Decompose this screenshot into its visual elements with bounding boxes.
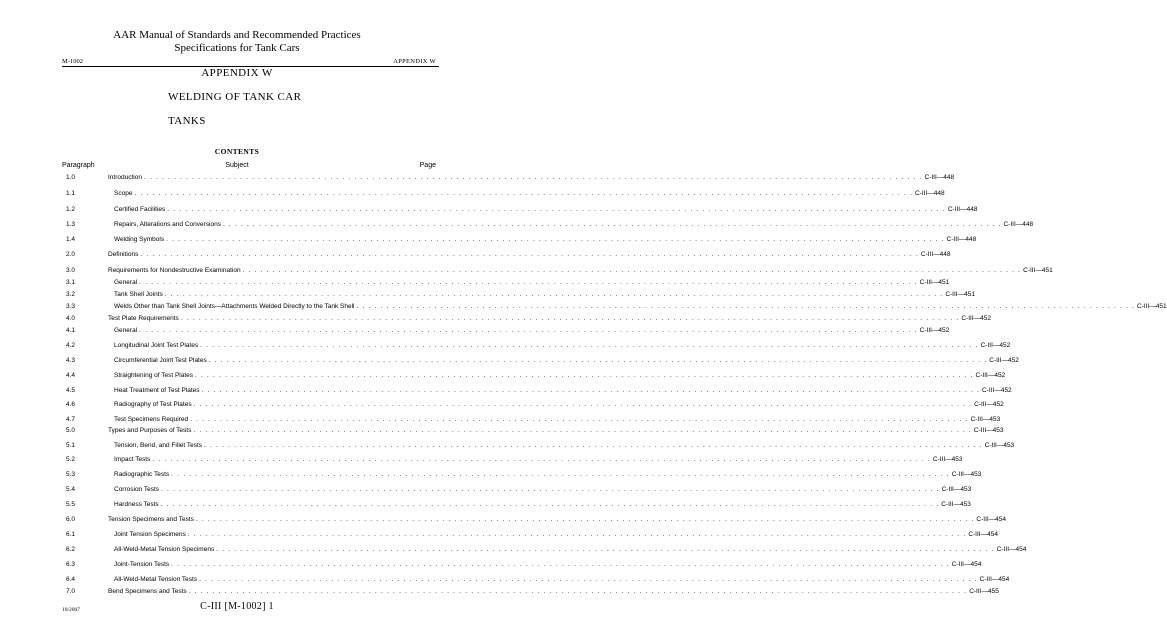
toc-entry-number: 3.3 — [66, 303, 76, 310]
toc-entry-title: Radiography of Test Plates — [114, 401, 192, 408]
toc-entry[interactable] — [0, 440, 1015, 452]
toc-dot-leader: . . . . . . . . . . . . . . . . . . . . . . . . . . . . . . . . . . . . . . . . . . . . . . . . . . . . . . . . . . . . . . . . . . . . . . . . . . . . . . . . . . . . . . . . . . . . . . . . . . . . . . . . . . . . . . . . . . . . . . . . . . . . . . . . . . — [160, 501, 940, 508]
toc-entry-page: C-III—451 — [1023, 267, 1053, 274]
toc-entry-title: Certified Facilities — [114, 206, 166, 213]
toc-entry-title: Test Plate Requirements — [108, 315, 179, 322]
toc-entry-number: 4.4 — [66, 372, 76, 379]
toc-dot-leader: . . . . . . . . . . . . . . . . . . . . . . . . . . . . . . . . . . . . . . . . . . . . . . . . . . . . . . . . . . . . . . . . . . . . . . . . . . . . . . . . . . . . . . . . . . . . . . . . . . . . . . . . . . . . . . . . . . . . . . . . . . . . . . . . . . — [193, 427, 972, 434]
toc-entry-title: Welds Other than Tank Shell Joints—Attachments Welded Directly to the Tank Shell — [114, 303, 355, 310]
toc-entry-title: Tension Specimens and Tests — [108, 516, 194, 523]
toc-entry-number: 3.1 — [66, 279, 76, 286]
toc-entry-title: Corrosion Tests — [114, 486, 160, 493]
toc-entry[interactable] — [0, 301, 1167, 313]
toc-entry-page: C-III—454 — [968, 531, 998, 538]
toc-entry-page: C-III—453 — [941, 501, 971, 508]
toc-entry-page: C-III—453 — [932, 456, 963, 463]
toc-entry-number: 2.0 — [66, 251, 76, 258]
toc-entry-page: C-III—451 — [919, 279, 950, 286]
toc-entry-number: 4.1 — [66, 327, 76, 334]
header-appendix-label: APPENDIX W — [393, 58, 436, 65]
contents-heading: CONTENTS — [214, 147, 260, 156]
toc-entry[interactable] — [0, 172, 955, 184]
toc-entry-number: 6.3 — [66, 561, 76, 568]
toc-entry-title: Bend Specimens and Tests — [108, 588, 187, 595]
toc-entry-title: All-Weld-Metal Tension Tests — [114, 576, 198, 583]
toc-entry-page: C-III—452 — [974, 401, 1004, 408]
toc-dot-leader: . . . . . . . . . . . . . . . . . . . . . . . . . . . . . . . . . . . . . . . . . . . . . . . . . . . . . . . . . . . . . . . . . . . . . . . . . . . . . . . . . . . . . . . . . . . . . . . . . . . . . . . . . . . . . . . . . . . . . . . . . . . . . . . . . . — [188, 588, 968, 595]
toc-entry[interactable] — [0, 204, 978, 216]
toc-entry[interactable] — [0, 370, 1006, 382]
toc-entry-number: 4.3 — [66, 357, 76, 364]
toc-dot-leader: . . . . . . . . . . . . . . . . . . . . . . . . . . . . . . . . . . . . . . . . . . . . . . . . . . . . . . . . . . . . . . . . . . . . . . . . . . . . . . . . . . . . . . . . . . . . . . . . . . . . . . . . . . . . . . . . . . . . . . . . . . . . . . . . . . — [242, 267, 1022, 274]
toc-entry-title: Longitudinal Joint Test Plates — [114, 342, 199, 349]
toc-entry[interactable] — [0, 469, 982, 481]
toc-entry[interactable] — [0, 385, 1012, 397]
toc-entry-page: C-III—452 — [961, 315, 991, 322]
toc-entry[interactable] — [0, 355, 1019, 367]
toc-dot-leader: . . . . . . . . . . . . . . . . . . . . . . . . . . . . . . . . . . . . . . . . . . . . . . . . . . . . . . . . . . . . . . . . . . . . . . . . . . . . . . . . . . . . . . . . . . . . . . . . . . . . . . . . . . . . . . . . . . . . . . . . . . . . . . . . . . — [190, 416, 969, 423]
toc-dot-leader: . . . . . . . . . . . . . . . . . . . . . . . . . . . . . . . . . . . . . . . . . . . . . . . . . . . . . . . . . . . . . . . . . . . . . . . . . . . . . . . . . . . . . . . . . . . . . . . . . . . . . . . . . . . . . . . . . . . . . . . . . . . . . . . . . . — [161, 486, 940, 493]
toc-dot-leader: . . . . . . . . . . . . . . . . . . . . . . . . . . . . . . . . . . . . . . . . . . . . . . . . . . . . . . . . . . . . . . . . . . . . . . . . . . . . . . . . . . . . . . . . . . . . . . . . . . . . . . . . . . . . . . . . . . . . . . . . . . . . . . . . . . — [216, 546, 995, 553]
toc-entry-title: Hardness Tests — [114, 501, 159, 508]
toc-entry[interactable] — [0, 313, 991, 325]
toc-entry[interactable] — [0, 289, 975, 301]
toc-dot-leader: . . . . . . . . . . . . . . . . . . . . . . . . . . . . . . . . . . . . . . . . . . . . . . . . . . . . . . . . . . . . . . . . . . . . . . . . . . . . . . . . . . . . . . . . . . . . . . . . . . . . . . . . . . . . . . . . . . . . . . . . . . . . . . . . . . — [143, 174, 923, 181]
toc-entry[interactable] — [0, 265, 1053, 277]
toc-dot-leader: . . . . . . . . . . . . . . . . . . . . . . . . . . . . . . . . . . . . . . . . . . . . . . . . . . . . . . . . . . . . . . . . . . . . . . . . . . . . . . . . . . . . . . . . . . . . . . . . . . . . . . . . . . . . . . . . . . . . . . . . . . . . . . . . . . — [222, 221, 1002, 228]
toc-dot-leader: . . . . . . . . . . . . . . . . . . . . . . . . . . . . . . . . . . . . . . . . . . . . . . . . . . . . . . . . . . . . . . . . . . . . . . . . . . . . . . . . . . . . . . . . . . . . . . . . . . . . . . . . . . . . . . . . . . . . . . . . . . . . . . . . . . — [139, 327, 918, 334]
toc-entry[interactable] — [0, 340, 1011, 352]
toc-entry-page: C-III—452 — [975, 372, 1006, 379]
section-title-line1: WELDING OF TANK CAR — [168, 91, 302, 103]
toc-dot-leader: . . . . . . . . . . . . . . . . . . . . . . . . . . . . . . . . . . . . . . . . . . . . . . . . . . . . . . . . . . . . . . . . . . . . . . . . . . . . . . . . . . . . . . . . . . . . . . . . . . . . . . . . . . . . . . . . . . . . . . . . . . . . . . . . . . — [208, 357, 988, 364]
toc-dot-leader: . . . . . . . . . . . . . . . . . . . . . . . . . . . . . . . . . . . . . . . . . . . . . . . . . . . . . . . . . . . . . . . . . . . . . . . . . . . . . . . . . . . . . . . . . . . . . . . . . . . . . . . . . . . . . . . . . . . . . . . . . . . . . . . . . . — [200, 342, 979, 349]
toc-entry-page: C-III—453 — [970, 416, 1001, 423]
toc-entry-page: C-III—448 — [924, 174, 955, 181]
toc-entry-number: 1.2 — [66, 206, 76, 213]
toc-entry-page: C-III—448 — [920, 251, 951, 258]
toc-entry-number: 1.3 — [66, 221, 76, 228]
header-code: M-1002 — [62, 58, 83, 65]
toc-entry-page: C-III—454 — [976, 516, 1007, 523]
toc-dot-leader: . . . . . . . . . . . . . . . . . . . . . . . . . . . . . . . . . . . . . . . . . . . . . . . . . . . . . . . . . . . . . . . . . . . . . . . . . . . . . . . . . . . . . . . . . . . . . . . . . . . . . . . . . . . . . . . . . . . . . . . . . . . . . . . . . . — [139, 279, 918, 286]
footer-page-label: C-III [M-1002] 1 — [200, 601, 274, 612]
toc-entry[interactable] — [0, 514, 1007, 526]
toc-dot-leader: . . . . . . . . . . . . . . . . . . . . . . . . . . . . . . . . . . . . . . . . . . . . . . . . . . . . . . . . . . . . . . . . . . . . . . . . . . . . . . . . . . . . . . . . . . . . . . . . . . . . . . . . . . . . . . . . . . . . . . . . . . . . . . . . . . — [193, 401, 973, 408]
toc-entry[interactable] — [0, 425, 1004, 437]
toc-entry-number: 5.5 — [66, 501, 76, 508]
toc-entry-number: 5.2 — [66, 456, 76, 463]
toc-entry-page: C-III—455 — [969, 588, 999, 595]
toc-entry-number: 1.1 — [66, 190, 76, 197]
toc-entry-title: Types and Purposes of Tests — [108, 427, 192, 434]
toc-entry-title: General — [114, 279, 138, 286]
toc-entry-title: Heat Treatment of Test Plates — [114, 387, 200, 394]
toc-entry-title: Definitions — [108, 251, 139, 258]
toc-entry-title: Welding Symbols — [114, 236, 165, 243]
toc-entry-title: Impact Tests — [114, 456, 151, 463]
toc-entry-page: C-III—451 — [1137, 303, 1167, 310]
section-title-line2: TANKS — [168, 115, 206, 127]
toc-dot-leader: . . . . . . . . . . . . . . . . . . . . . . . . . . . . . . . . . . . . . . . . . . . . . . . . . . . . . . . . . . . . . . . . . . . . . . . . . . . . . . . . . . . . . . . . . . . . . . . . . . . . . . . . . . . . . . . . . . . . . . . . . . . . . . . . . . — [201, 387, 981, 394]
toc-entry-number: 1.4 — [66, 236, 76, 243]
toc-entry-title: Introduction — [108, 174, 142, 181]
toc-entry[interactable] — [0, 454, 963, 466]
manual-title: AAR Manual of Standards and Recommended Practices — [113, 29, 361, 41]
toc-entry-page: C-III—452 — [919, 327, 950, 334]
toc-dot-leader: . . . . . . . . . . . . . . . . . . . . . . . . . . . . . . . . . . . . . . . . . . . . . . . . . . . . . . . . . . . . . . . . . . . . . . . . . . . . . . . . . . . . . . . . . . . . . . . . . . . . . . . . . . . . . . . . . . . . . . . . . . . . . . . . . . — [134, 190, 913, 197]
toc-dot-leader: . . . . . . . . . . . . . . . . . . . . . . . . . . . . . . . . . . . . . . . . . . . . . . . . . . . . . . . . . . . . . . . . . . . . . . . . . . . . . . . . . . . . . . . . . . . . . . . . . . . . . . . . . . . . . . . . . . . . . . . . . . . . . . . . . . — [164, 291, 944, 298]
toc-entry-title: All-Weld-Metal Tension Specimens — [114, 546, 215, 553]
appendix-title: APPENDIX W — [201, 67, 273, 79]
toc-dot-leader: . . . . . . . . . . . . . . . . . . . . . . . . . . . . . . . . . . . . . . . . . . . . . . . . . . . . . . . . . . . . . . . . . . . . . . . . . . . . . . . . . . . . . . . . . . . . . . . . . . . . . . . . . . . . . . . . . . . . . . . . . . . . . . . . . . — [204, 442, 983, 449]
toc-dot-leader: . . . . . . . . . . . . . . . . . . . . . . . . . . . . . . . . . . . . . . . . . . . . . . . . . . . . . . . . . . . . . . . . . . . . . . . . . . . . . . . . . . . . . . . . . . . . . . . . . . . . . . . . . . . . . . . . . . . . . . . . . . . . . . . . . . — [356, 303, 1136, 310]
toc-entry-page: C-III—448 — [914, 190, 945, 197]
toc-entry-number: 7.0 — [66, 588, 76, 595]
toc-dot-leader: . . . . . . . . . . . . . . . . . . . . . . . . . . . . . . . . . . . . . . . . . . . . . . . . . . . . . . . . . . . . . . . . . . . . . . . . . . . . . . . . . . . . . . . . . . . . . . . . . . . . . . . . . . . . . . . . . . . . . . . . . . . . . . . . . . — [199, 576, 978, 583]
toc-entry-number: 4.7 — [66, 416, 76, 423]
toc-dot-leader: . . . . . . . . . . . . . . . . . . . . . . . . . . . . . . . . . . . . . . . . . . . . . . . . . . . . . . . . . . . . . . . . . . . . . . . . . . . . . . . . . . . . . . . . . . . . . . . . . . . . . . . . . . . . . . . . . . . . . . . . . . . . . . . . . . — [171, 561, 950, 568]
toc-entry-page: C-III—451 — [945, 291, 975, 298]
toc-entry-number: 3.2 — [66, 291, 76, 298]
toc-entry-number: 6.0 — [66, 516, 76, 523]
toc-entry-page: C-III—454 — [951, 561, 982, 568]
toc-entry-title: Tension, Bend, and Fillet Tests — [114, 442, 203, 449]
column-header-paragraph: Paragraph — [62, 162, 95, 169]
toc-entry-number: 1.0 — [66, 174, 76, 181]
toc-dot-leader: . . . . . . . . . . . . . . . . . . . . . . . . . . . . . . . . . . . . . . . . . . . . . . . . . . . . . . . . . . . . . . . . . . . . . . . . . . . . . . . . . . . . . . . . . . . . . . . . . . . . . . . . . . . . . . . . . . . . . . . . . . . . . . . . . . — [171, 471, 950, 478]
toc-dot-leader: . . . . . . . . . . . . . . . . . . . . . . . . . . . . . . . . . . . . . . . . . . . . . . . . . . . . . . . . . . . . . . . . . . . . . . . . . . . . . . . . . . . . . . . . . . . . . . . . . . . . . . . . . . . . . . . . . . . . . . . . . . . . . . . . . . — [152, 456, 931, 463]
toc-entry-page: C-III—453 — [984, 442, 1015, 449]
toc-entry[interactable] — [0, 499, 971, 511]
toc-entry[interactable] — [0, 529, 998, 541]
toc-entry[interactable] — [0, 586, 999, 598]
toc-dot-leader: . . . . . . . . . . . . . . . . . . . . . . . . . . . . . . . . . . . . . . . . . . . . . . . . . . . . . . . . . . . . . . . . . . . . . . . . . . . . . . . . . . . . . . . . . . . . . . . . . . . . . . . . . . . . . . . . . . . . . . . . . . . . . . . . . . — [195, 516, 975, 523]
toc-entry-page: C-III—448 — [1003, 221, 1034, 228]
toc-entry-title: Straightening of Test Plates — [114, 372, 194, 379]
toc-entry[interactable] — [0, 219, 1034, 231]
toc-entry[interactable] — [0, 325, 950, 337]
toc-entry-page: C-III—448 — [946, 236, 977, 243]
toc-entry-page: C-III—452 — [982, 387, 1012, 394]
toc-entry[interactable] — [0, 574, 1010, 586]
column-header-subject: Subject — [225, 162, 249, 169]
toc-entry[interactable] — [0, 234, 977, 246]
toc-entry[interactable] — [0, 544, 1027, 556]
toc-dot-leader: . . . . . . . . . . . . . . . . . . . . . . . . . . . . . . . . . . . . . . . . . . . . . . . . . . . . . . . . . . . . . . . . . . . . . . . . . . . . . . . . . . . . . . . . . . . . . . . . . . . . . . . . . . . . . . . . . . . . . . . . . . . . . . . . . . — [140, 251, 919, 258]
toc-entry-number: 4.6 — [66, 401, 76, 408]
toc-entry-title: Requirements for Nondestructive Examination — [108, 267, 241, 274]
toc-entry-number: 4.0 — [66, 315, 76, 322]
toc-entry-title: Scope — [114, 190, 133, 197]
toc-entry-page: C-III—452 — [989, 357, 1019, 364]
toc-dot-leader: . . . . . . . . . . . . . . . . . . . . . . . . . . . . . . . . . . . . . . . . . . . . . . . . . . . . . . . . . . . . . . . . . . . . . . . . . . . . . . . . . . . . . . . . . . . . . . . . . . . . . . . . . . . . . . . . . . . . . . . . . . . . . . . . . . — [187, 531, 967, 538]
toc-entry-title: Joint Tension Specimens — [114, 531, 186, 538]
toc-entry[interactable] — [0, 188, 945, 200]
toc-entry-page: C-III—453 — [973, 427, 1004, 434]
toc-entry-number: 5.0 — [66, 427, 76, 434]
toc-entry[interactable] — [0, 399, 1004, 411]
toc-dot-leader: . . . . . . . . . . . . . . . . . . . . . . . . . . . . . . . . . . . . . . . . . . . . . . . . . . . . . . . . . . . . . . . . . . . . . . . . . . . . . . . . . . . . . . . . . . . . . . . . . . . . . . . . . . . . . . . . . . . . . . . . . . . . . . . . . . — [167, 206, 946, 213]
toc-entry-page: C-III—453 — [941, 486, 972, 493]
toc-entry-title: Tank Shell Joints — [114, 291, 163, 298]
toc-entry-number: 3.0 — [66, 267, 76, 274]
toc-entry-number: 5.4 — [66, 486, 76, 493]
toc-entry-title: Test Specimens Required — [114, 416, 189, 423]
toc-entry-page: C-III—453 — [951, 471, 982, 478]
toc-entry-number: 4.2 — [66, 342, 76, 349]
toc-entry-page: C-III—454 — [996, 546, 1027, 553]
toc-entry-number: 4.5 — [66, 387, 76, 394]
toc-entry-title: Radiographic Tests — [114, 471, 170, 478]
toc-entry-title: Circumferential Joint Test Plates — [114, 357, 207, 364]
toc-entry[interactable] — [0, 559, 982, 571]
toc-entry-title: Repairs, Alterations and Conversions — [114, 221, 221, 228]
toc-entry-page: C-III—452 — [980, 342, 1011, 349]
toc-entry-number: 6.2 — [66, 546, 76, 553]
toc-dot-leader: . . . . . . . . . . . . . . . . . . . . . . . . . . . . . . . . . . . . . . . . . . . . . . . . . . . . . . . . . . . . . . . . . . . . . . . . . . . . . . . . . . . . . . . . . . . . . . . . . . . . . . . . . . . . . . . . . . . . . . . . . . . . . . . . . . — [166, 236, 945, 243]
toc-entry-page: C-III—454 — [979, 576, 1010, 583]
manual-subtitle: Specifications for Tank Cars — [174, 42, 300, 54]
toc-entry-title: Joint-Tension Tests — [114, 561, 170, 568]
toc-entry-title: General — [114, 327, 138, 334]
toc-dot-leader: . . . . . . . . . . . . . . . . . . . . . . . . . . . . . . . . . . . . . . . . . . . . . . . . . . . . . . . . . . . . . . . . . . . . . . . . . . . . . . . . . . . . . . . . . . . . . . . . . . . . . . . . . . . . . . . . . . . . . . . . . . . . . . . . . . — [195, 372, 974, 379]
toc-entry-number: 6.4 — [66, 576, 76, 583]
toc-entry[interactable] — [0, 277, 950, 289]
column-header-page: Page — [419, 162, 436, 169]
footer-date: 10/2007 — [62, 607, 81, 613]
toc-entry[interactable] — [0, 484, 972, 496]
toc-dot-leader: . . . . . . . . . . . . . . . . . . . . . . . . . . . . . . . . . . . . . . . . . . . . . . . . . . . . . . . . . . . . . . . . . . . . . . . . . . . . . . . . . . . . . . . . . . . . . . . . . . . . . . . . . . . . . . . . . . . . . . . . . . . . . . . . . . — [180, 315, 960, 322]
toc-entry-number: 5.3 — [66, 471, 76, 478]
toc-entry-number: 6.1 — [66, 531, 76, 538]
toc-entry-number: 5.1 — [66, 442, 76, 449]
toc-entry-page: C-III—448 — [947, 206, 978, 213]
toc-entry[interactable] — [0, 249, 951, 261]
